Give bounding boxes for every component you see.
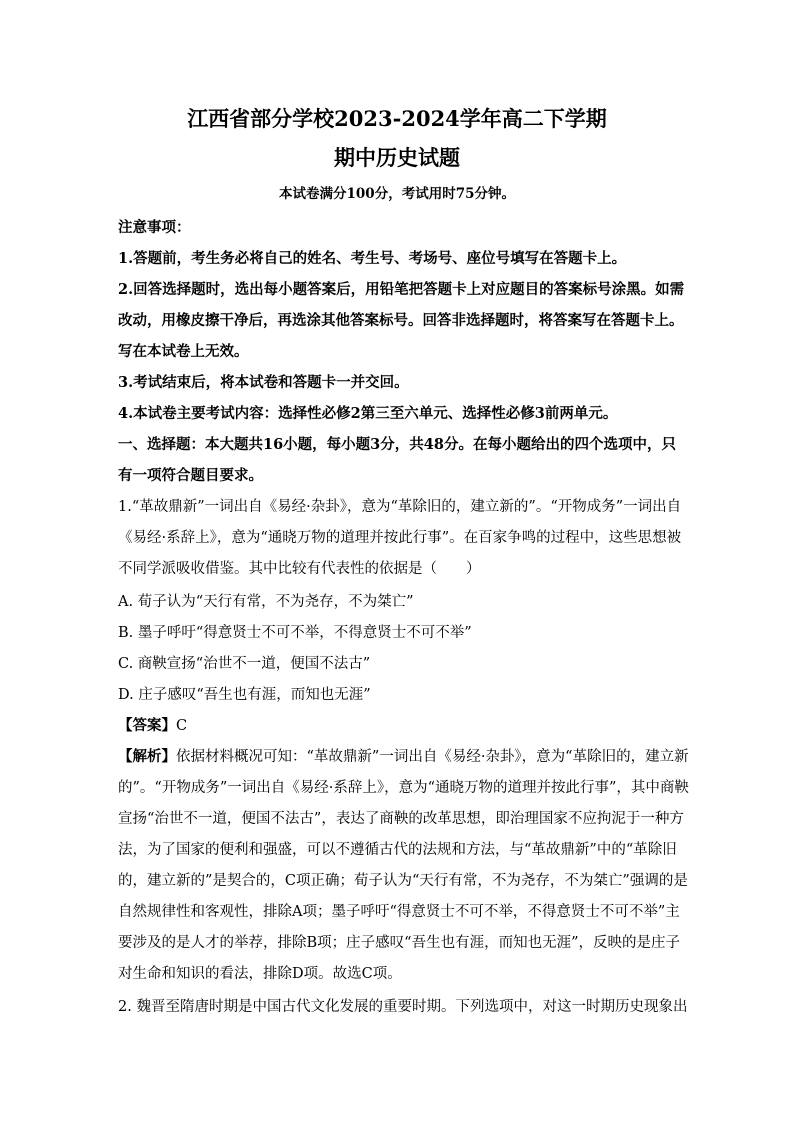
notice-item: 3.考试结束后，将本试卷和答题卡一并交回。 (118, 374, 409, 391)
question-stem: 《易经·系辞上》，意为“通晓万物的道理并按此行事”。在百家争鸣的过程中，这些思想被 (118, 530, 682, 546)
analysis-text: 宣扬“治世不一道，便国不法古”，表达了商鞅的改革思想，即治理国家不应拘泥于一种方 (118, 811, 684, 827)
option-a: A. 荀子认为“天行有常，不为尧存，不为桀亡” (118, 594, 414, 610)
notice-item: 4.本试卷主要考试内容：选择性必修2第三至六单元、选择性必修3前两单元。 (118, 405, 618, 422)
question-stem: 1.“革故鼎新”一词出自《易经·杂卦》，意为“革除旧的，建立新的”。“开物成务”一词出自 (118, 499, 682, 515)
option-c: C. 商鞅宣扬“治世不一道，便国不法古” (118, 656, 371, 672)
section-heading: 有一项符合题目要求。 (118, 467, 263, 484)
analysis-text: 对生命和知识的看法，排除D项。故选C项。 (118, 966, 402, 982)
analysis-line (118, 747, 689, 767)
option-b: B. 墨子呼吁“得意贤士不可不举，不得意贤士不可不举” (118, 625, 472, 641)
exam-subtitle: 本试卷满分100分，考试用时75分钟。 (279, 186, 515, 202)
section-heading: 一、选择题：本大题共16小题，每小题3分，共48分。在每小题给出的四个选项中，只 (118, 436, 676, 453)
notice-item: 1.答题前，考生务必将自己的姓名、考生号、考场号、座位号填写在答题卡上。 (118, 250, 627, 267)
analysis-text: 的，建立新的”是契合的，C项正确；荀子认为“天行有常，不为尧存，不为桀亡”强调的是 (118, 873, 688, 889)
notice-item: 2.回答选择题时，选出每小题答案后，用铅笔把答题卡上对应题目的答案标号涂黑。如需 (118, 281, 685, 298)
analysis-text: 要涉及的是人才的举荐，排除B项；庄子感叹“吾生也有涯，而知也无涯”，反映的是庄子 (118, 935, 680, 951)
notice-item: 写在本试卷上无效。 (118, 343, 249, 360)
analysis-label: 【解析】 (118, 748, 176, 765)
exam-title-line1: 江西省部分学校2023-2024学年高二下学期 (187, 106, 607, 131)
analysis-text: 自然规律性和客观性，排除A项；墨子呼吁“得意贤士不可不举，不得意贤士不可不举”主 (118, 904, 680, 920)
analysis-text: 依据材料概况可知：“革故鼎新”一词出自《易经·杂卦》，意为“革除旧的，建立新 (176, 749, 689, 765)
notice-item: 改动，用橡皮擦干净后，再选涂其他答案标号。回答非选择题时，将答案写在答题卡上。 (118, 312, 684, 329)
answer-label: 【答案】 (118, 717, 176, 734)
question-stem: 2. 魏晋至隋唐时期是中国古代文化发展的重要时期。下列选项中，对这一时期历史现象出 (118, 999, 688, 1015)
analysis-text: 的”。“开物成务”一词出自《易经·系辞上》，意为“通晓万物的道理并按此行事”，其中商鞅 (118, 780, 689, 796)
answer-value: C (176, 718, 188, 734)
exam-title-line2: 期中历史试题 (334, 145, 460, 170)
question-stem: 不同学派吸收借鉴。其中比较有代表性的依据是（ ） (118, 561, 481, 577)
notice-heading: 注意事项： (118, 219, 191, 236)
option-d: D. 庄子感叹“吾生也有涯，而知也无涯” (118, 687, 371, 703)
answer-line (118, 716, 678, 736)
analysis-text: 法，为了国家的便利和强盛，可以不遵循古代的法规和方法，与“革故鼎新”中的“革除旧 (118, 842, 677, 858)
